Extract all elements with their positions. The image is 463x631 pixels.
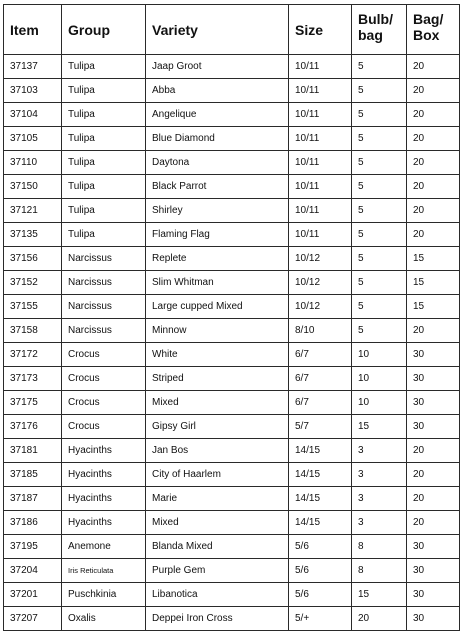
table-row: [4, 79, 460, 103]
group-cell: Hyacinths: [62, 439, 146, 463]
group-cell: Narcissus: [62, 271, 146, 295]
table-row: [4, 295, 460, 319]
bulb-per-bag-cell: 5: [352, 103, 407, 127]
item-cell: 37195: [4, 535, 62, 559]
bag-per-box-cell: 15: [407, 295, 460, 319]
header-bulb-line2: bag: [358, 27, 383, 43]
size-cell: 10/11: [289, 151, 352, 175]
bag-per-box-cell: 20: [407, 487, 460, 511]
header-variety: Variety: [146, 5, 289, 55]
group-cell: Tulipa: [62, 55, 146, 79]
bag-per-box-cell: 30: [407, 367, 460, 391]
header-bulb-per-bag: [352, 5, 407, 55]
bulb-per-bag-cell: 5: [352, 295, 407, 319]
table-row: [4, 463, 460, 487]
table-row: [4, 223, 460, 247]
variety-cell: Daytona: [146, 151, 289, 175]
table-row: [4, 559, 460, 583]
group-cell: Narcissus: [62, 319, 146, 343]
variety-cell: Mixed: [146, 511, 289, 535]
item-cell: 37104: [4, 103, 62, 127]
table-row: [4, 175, 460, 199]
bulb-table: [3, 4, 460, 631]
header-box-line1: Bag/: [413, 11, 444, 27]
variety-cell: Abba: [146, 79, 289, 103]
group-cell: Puschkinia: [62, 583, 146, 607]
size-cell: 10/11: [289, 103, 352, 127]
group-cell: Crocus: [62, 391, 146, 415]
bag-per-box-cell: 15: [407, 271, 460, 295]
bulb-per-bag-cell: 5: [352, 199, 407, 223]
table-row: [4, 607, 460, 631]
table-row: [4, 583, 460, 607]
group-cell: Hyacinths: [62, 511, 146, 535]
size-cell: 6/7: [289, 391, 352, 415]
table-header: [4, 5, 460, 55]
bulb-per-bag-cell: 10: [352, 391, 407, 415]
variety-cell: Blanda Mixed: [146, 535, 289, 559]
item-cell: 37173: [4, 367, 62, 391]
group-cell: Tulipa: [62, 103, 146, 127]
group-cell: Oxalis: [62, 607, 146, 631]
size-cell: 10/11: [289, 199, 352, 223]
bulb-per-bag-cell: 3: [352, 463, 407, 487]
item-cell: 37110: [4, 151, 62, 175]
header-box-line2: Box: [413, 27, 440, 43]
group-cell: Hyacinths: [62, 463, 146, 487]
table-row: [4, 487, 460, 511]
bag-per-box-cell: 20: [407, 175, 460, 199]
table-row: [4, 247, 460, 271]
variety-cell: White: [146, 343, 289, 367]
variety-cell: City of Haarlem: [146, 463, 289, 487]
size-cell: 10/11: [289, 127, 352, 151]
table-row: [4, 103, 460, 127]
table-row: [4, 271, 460, 295]
item-cell: 37150: [4, 175, 62, 199]
header-bag-per-box: [407, 5, 460, 55]
variety-cell: Purple Gem: [146, 559, 289, 583]
item-cell: 37207: [4, 607, 62, 631]
item-cell: 37137: [4, 55, 62, 79]
group-cell: Anemone: [62, 535, 146, 559]
bulb-per-bag-cell: 8: [352, 559, 407, 583]
item-cell: 37156: [4, 247, 62, 271]
item-cell: 37181: [4, 439, 62, 463]
item-cell: 37135: [4, 223, 62, 247]
variety-cell: Flaming Flag: [146, 223, 289, 247]
size-cell: 10/12: [289, 247, 352, 271]
bulb-per-bag-cell: 5: [352, 223, 407, 247]
table-row: [4, 511, 460, 535]
size-cell: 14/15: [289, 487, 352, 511]
item-cell: 37158: [4, 319, 62, 343]
bulb-per-bag-cell: 5: [352, 175, 407, 199]
bulb-per-bag-cell: 5: [352, 55, 407, 79]
group-cell: Tulipa: [62, 151, 146, 175]
variety-cell: Minnow: [146, 319, 289, 343]
item-cell: 37175: [4, 391, 62, 415]
bulb-order-sheet: [3, 4, 459, 631]
variety-cell: Marie: [146, 487, 289, 511]
group-cell: Narcissus: [62, 247, 146, 271]
size-cell: 5/7: [289, 415, 352, 439]
item-cell: 37103: [4, 79, 62, 103]
bulb-per-bag-cell: 10: [352, 343, 407, 367]
item-cell: 37155: [4, 295, 62, 319]
item-cell: 37204: [4, 559, 62, 583]
group-cell: Crocus: [62, 343, 146, 367]
bag-per-box-cell: 20: [407, 151, 460, 175]
bag-per-box-cell: 30: [407, 415, 460, 439]
group-cell: Crocus: [62, 415, 146, 439]
group-cell: Tulipa: [62, 79, 146, 103]
header-row: [4, 5, 460, 55]
variety-cell: Jan Bos: [146, 439, 289, 463]
group-cell: Tulipa: [62, 175, 146, 199]
variety-cell: Angelique: [146, 103, 289, 127]
size-cell: 5/6: [289, 535, 352, 559]
item-cell: 37176: [4, 415, 62, 439]
group-cell: Iris Reticulata: [62, 559, 146, 583]
size-cell: 5/+: [289, 607, 352, 631]
size-cell: 6/7: [289, 367, 352, 391]
variety-cell: Deppei Iron Cross: [146, 607, 289, 631]
variety-cell: Jaap Groot: [146, 55, 289, 79]
table-row: [4, 151, 460, 175]
bag-per-box-cell: 20: [407, 439, 460, 463]
size-cell: 5/6: [289, 583, 352, 607]
group-cell: Crocus: [62, 367, 146, 391]
variety-cell: Replete: [146, 247, 289, 271]
table-row: [4, 343, 460, 367]
size-cell: 10/11: [289, 79, 352, 103]
header-item: Item: [4, 5, 62, 55]
header-size: Size: [289, 5, 352, 55]
item-cell: 37172: [4, 343, 62, 367]
bulb-per-bag-cell: 5: [352, 271, 407, 295]
bulb-per-bag-cell: 5: [352, 127, 407, 151]
bag-per-box-cell: 30: [407, 607, 460, 631]
item-cell: 37121: [4, 199, 62, 223]
table-row: [4, 367, 460, 391]
header-bulb-line1: Bulb/: [358, 11, 393, 27]
group-cell: Tulipa: [62, 199, 146, 223]
bag-per-box-cell: 20: [407, 55, 460, 79]
item-cell: 37201: [4, 583, 62, 607]
bag-per-box-cell: 20: [407, 79, 460, 103]
bulb-per-bag-cell: 5: [352, 319, 407, 343]
variety-cell: Libanotica: [146, 583, 289, 607]
bag-per-box-cell: 30: [407, 343, 460, 367]
bag-per-box-cell: 30: [407, 535, 460, 559]
group-cell: Tulipa: [62, 223, 146, 247]
table-row: [4, 535, 460, 559]
size-cell: 6/7: [289, 343, 352, 367]
variety-cell: Mixed: [146, 391, 289, 415]
bulb-per-bag-cell: 3: [352, 511, 407, 535]
table-row: [4, 127, 460, 151]
table-body: [4, 55, 460, 631]
size-cell: 10/11: [289, 223, 352, 247]
group-cell: Tulipa: [62, 127, 146, 151]
bulb-per-bag-cell: 15: [352, 583, 407, 607]
item-cell: 37186: [4, 511, 62, 535]
bag-per-box-cell: 15: [407, 247, 460, 271]
bulb-per-bag-cell: 10: [352, 367, 407, 391]
item-cell: 37152: [4, 271, 62, 295]
table-row: [4, 439, 460, 463]
group-cell: Hyacinths: [62, 487, 146, 511]
table-row: [4, 199, 460, 223]
size-cell: 5/6: [289, 559, 352, 583]
bag-per-box-cell: 20: [407, 199, 460, 223]
table-row: [4, 415, 460, 439]
bag-per-box-cell: 20: [407, 223, 460, 247]
table-row: [4, 55, 460, 79]
size-cell: 10/12: [289, 271, 352, 295]
bag-per-box-cell: 20: [407, 103, 460, 127]
variety-cell: Slim Whitman: [146, 271, 289, 295]
size-cell: 10/11: [289, 175, 352, 199]
bulb-per-bag-cell: 8: [352, 535, 407, 559]
bag-per-box-cell: 20: [407, 511, 460, 535]
variety-cell: Gipsy Girl: [146, 415, 289, 439]
header-group: Group: [62, 5, 146, 55]
variety-cell: Shirley: [146, 199, 289, 223]
table-row: [4, 391, 460, 415]
bag-per-box-cell: 30: [407, 583, 460, 607]
bulb-per-bag-cell: 5: [352, 247, 407, 271]
variety-cell: Black Parrot: [146, 175, 289, 199]
bag-per-box-cell: 20: [407, 463, 460, 487]
bag-per-box-cell: 30: [407, 559, 460, 583]
size-cell: 8/10: [289, 319, 352, 343]
size-cell: 14/15: [289, 511, 352, 535]
bulb-per-bag-cell: 5: [352, 79, 407, 103]
bulb-per-bag-cell: 15: [352, 415, 407, 439]
bulb-per-bag-cell: 3: [352, 439, 407, 463]
group-cell: Narcissus: [62, 295, 146, 319]
size-cell: 14/15: [289, 463, 352, 487]
item-cell: 37105: [4, 127, 62, 151]
size-cell: 10/12: [289, 295, 352, 319]
item-cell: 37187: [4, 487, 62, 511]
size-cell: 14/15: [289, 439, 352, 463]
variety-cell: Striped: [146, 367, 289, 391]
bag-per-box-cell: 30: [407, 391, 460, 415]
table-row: [4, 319, 460, 343]
item-cell: 37185: [4, 463, 62, 487]
variety-cell: Blue Diamond: [146, 127, 289, 151]
bulb-per-bag-cell: 20: [352, 607, 407, 631]
bulb-per-bag-cell: 5: [352, 151, 407, 175]
variety-cell: Large cupped Mixed: [146, 295, 289, 319]
size-cell: 10/11: [289, 55, 352, 79]
bulb-per-bag-cell: 3: [352, 487, 407, 511]
bag-per-box-cell: 20: [407, 127, 460, 151]
bag-per-box-cell: 20: [407, 319, 460, 343]
